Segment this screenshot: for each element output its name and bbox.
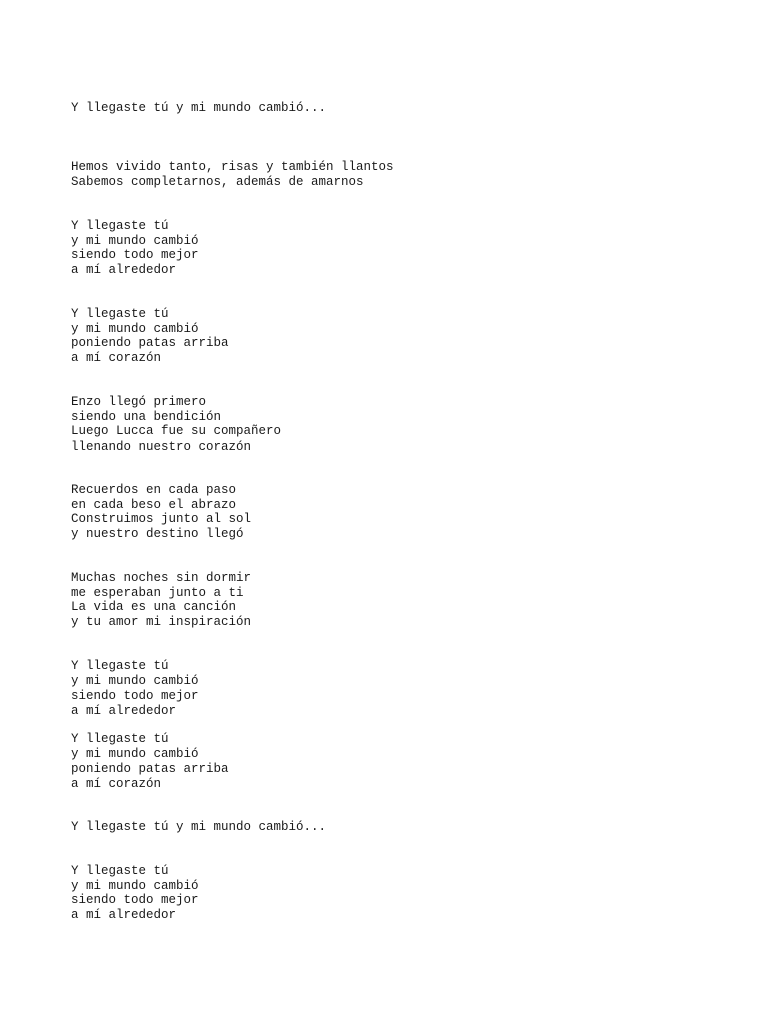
text-line: y tu amor mi inspiración (71, 615, 252, 629)
text-line: siendo todo mejor (71, 248, 199, 262)
text-line: a mí alrededor (71, 263, 177, 277)
text-line: siendo todo mejor (71, 689, 199, 703)
text-line: Y llegaste tú y mi mundo cambió... (71, 820, 327, 834)
text-line: Recuerdos en cada paso (71, 483, 237, 497)
text-line: y mi mundo cambió (71, 322, 199, 336)
text-line: Y llegaste tú (71, 732, 169, 746)
text-line: a mí alrededor (71, 704, 177, 718)
text-line: siendo todo mejor (71, 893, 199, 907)
text-line: poniendo patas arriba (71, 762, 229, 776)
text-line: poniendo patas arriba (71, 336, 229, 350)
text-line: Y llegaste tú (71, 307, 169, 321)
text-line: siendo una bendición (71, 410, 222, 424)
text-line: y mi mundo cambió (71, 234, 199, 248)
text-line: Sabemos completarnos, además de amarnos (71, 175, 364, 189)
text-line: a mí corazón (71, 351, 162, 365)
text-line: y mi mundo cambió (71, 879, 199, 893)
text-line: a mí corazón (71, 777, 162, 791)
title-line: Y llegaste tú y mi mundo cambió... (71, 101, 327, 115)
text-line: Hemos vivido tanto, risas y también llantos (71, 160, 394, 174)
text-line: llenando nuestro corazón (71, 440, 252, 454)
text-line: La vida es una canción (71, 600, 237, 614)
text-line: Luego Lucca fue su compañero (71, 424, 282, 438)
text-line: Construimos junto al sol (71, 512, 252, 526)
text-line: y mi mundo cambió (71, 747, 199, 761)
text-line: Muchas noches sin dormir (71, 571, 252, 585)
text-line: a mí alrededor (71, 908, 177, 922)
text-line: y mi mundo cambió (71, 674, 199, 688)
text-line: y nuestro destino llegó (71, 527, 244, 541)
text-line: en cada beso el abrazo (71, 498, 237, 512)
text-line: Y llegaste tú (71, 864, 169, 878)
text-line: Y llegaste tú (71, 659, 169, 673)
text-line: Y llegaste tú (71, 219, 169, 233)
text-line: me esperaban junto a ti (71, 586, 244, 600)
text-line: Enzo llegó primero (71, 395, 207, 409)
